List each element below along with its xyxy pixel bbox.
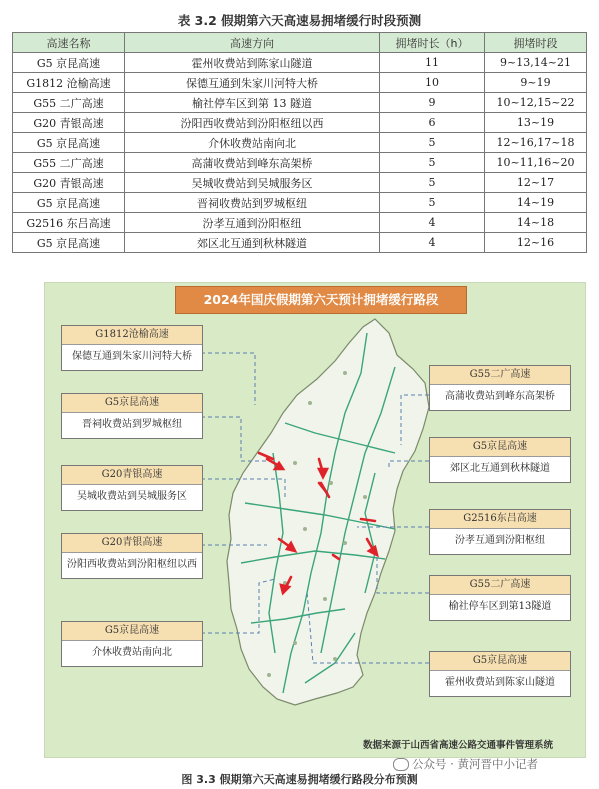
table-cell: 保德互通到朱家川河特大桥 <box>125 73 380 93</box>
callout-road: G20青银高速 <box>62 466 202 485</box>
table-cell: G20 青银高速 <box>13 113 125 133</box>
column-header: 高速方向 <box>125 33 380 53</box>
table-cell: 12~16,17~18 <box>485 133 587 153</box>
table-title: 表 3.2 假期第六天高速易拥堵缓行时段预测 <box>177 13 422 28</box>
table-cell: 郊区北互通到秋林隧道 <box>125 233 380 253</box>
callout-road: G55二广高速 <box>430 366 570 385</box>
wechat-icon <box>393 758 409 771</box>
table-cell: 12~17 <box>485 173 587 193</box>
callout-segment: 介休收费站南向北 <box>92 647 172 658</box>
callout-road: G55二广高速 <box>430 576 570 595</box>
table-cell: 6 <box>380 113 485 133</box>
table-cell: 12~16 <box>485 233 587 253</box>
table-cell: 高蒲收费站到峰东高架桥 <box>125 153 380 173</box>
callout-right <box>429 575 571 621</box>
table-cell: 汾阳西收费站到汾阳枢纽以西 <box>125 113 380 133</box>
table-cell: 14~18 <box>485 213 587 233</box>
callout-left <box>61 465 203 511</box>
table-cell: 14~19 <box>485 193 587 213</box>
table-row <box>13 233 587 253</box>
table-cell: 汾孝互通到汾阳枢纽 <box>125 213 380 233</box>
callout-road: G1812沧榆高速 <box>62 326 202 345</box>
table-cell: 10~11,16~20 <box>485 153 587 173</box>
table-cell: 4 <box>380 213 485 233</box>
table-cell: 9~13,14~21 <box>485 53 587 73</box>
table-cell: 晋祠收费站到罗城枢纽 <box>125 193 380 213</box>
table-cell: 5 <box>380 173 485 193</box>
table-header-row <box>13 33 587 53</box>
callout-road: G5京昆高速 <box>62 394 202 413</box>
callout-segment: 郊区北互通到秋林隧道 <box>450 463 550 474</box>
table-cell: 5 <box>380 153 485 173</box>
table-cell: 10 <box>380 73 485 93</box>
table-cell: 介休收费站南向北 <box>125 133 380 153</box>
table-cell: 榆社停车区到第 13 隧道 <box>125 93 380 113</box>
table-cell: 4 <box>380 233 485 253</box>
callout-road: G2516东吕高速 <box>430 510 570 529</box>
table-row <box>13 133 587 153</box>
watermark <box>393 756 538 772</box>
callout-segment: 晋祠收费站到罗城枢纽 <box>82 419 182 430</box>
table-cell: 霍州收费站到陈家山隧道 <box>125 53 380 73</box>
data-source-note: 数据来源于山西省高速公路交通事件管理系统 <box>363 740 554 751</box>
table-cell: 吴城收费站到吴城服务区 <box>125 173 380 193</box>
table-cell: 10~12,15~22 <box>485 93 587 113</box>
table-cell: G55 二广高速 <box>13 93 125 113</box>
table-row <box>13 193 587 213</box>
table-row <box>13 113 587 133</box>
callout-segment: 高蒲收费站到峰东高架桥 <box>445 391 555 402</box>
callout-left <box>61 393 203 439</box>
callout-right <box>429 437 571 483</box>
table-cell: G2516 东吕高速 <box>13 213 125 233</box>
callout-road: G5京昆高速 <box>430 438 570 457</box>
callout-right <box>429 365 571 411</box>
table-cell: 5 <box>380 193 485 213</box>
table-cell: 13~19 <box>485 113 587 133</box>
congestion-table <box>12 32 587 253</box>
callout-left <box>61 325 203 371</box>
callout-segment: 保德互通到朱家川河特大桥 <box>72 351 192 362</box>
column-header: 拥堵时段 <box>485 33 587 53</box>
table-row <box>13 93 587 113</box>
table-cell: G5 京昆高速 <box>13 53 125 73</box>
column-header: 高速名称 <box>13 33 125 53</box>
table-row <box>13 213 587 233</box>
table-cell: G55 二广高速 <box>13 153 125 173</box>
callout-segment: 汾孝互通到汾阳枢纽 <box>455 535 545 546</box>
callout-road: G20青银高速 <box>62 534 202 553</box>
callout-right <box>429 651 571 697</box>
table-cell: 9~19 <box>485 73 587 93</box>
table-cell: G5 京昆高速 <box>13 193 125 213</box>
callout-segment: 霍州收费站到陈家山隧道 <box>445 677 555 688</box>
table-row <box>13 173 587 193</box>
callout-left <box>61 533 203 579</box>
table-row <box>13 153 587 173</box>
table-cell: G5 京昆高速 <box>13 133 125 153</box>
table-cell: 9 <box>380 93 485 113</box>
callout-segment: 汾阳西收费站到汾阳枢纽以西 <box>67 559 197 570</box>
map-banner: 2024年国庆假期第六天预计拥堵缓行路段 <box>175 286 467 314</box>
table-cell: G20 青银高速 <box>13 173 125 193</box>
callout-segment: 榆社停车区到第13隧道 <box>448 601 552 612</box>
table-cell: G5 京昆高速 <box>13 233 125 253</box>
table-cell: G1812 沧榆高速 <box>13 73 125 93</box>
figure-caption: 图 3.3 假期第六天高速易拥堵缓行路段分布预测 <box>181 773 418 786</box>
callout-right <box>429 509 571 555</box>
table-row <box>13 73 587 93</box>
watermark-text: 公众号 · 黄河晋中小记者 <box>412 757 538 771</box>
callout-road: G5京昆高速 <box>430 652 570 671</box>
map-panel <box>44 282 586 758</box>
table-cell: 11 <box>380 53 485 73</box>
table-row <box>13 53 587 73</box>
column-header: 拥堵时长（h） <box>380 33 485 53</box>
callout-left <box>61 621 203 667</box>
province-shape <box>227 319 429 705</box>
callout-road: G5京昆高速 <box>62 622 202 641</box>
callout-segment: 吴城收费站到吴城服务区 <box>77 491 187 502</box>
table-cell: 5 <box>380 133 485 153</box>
